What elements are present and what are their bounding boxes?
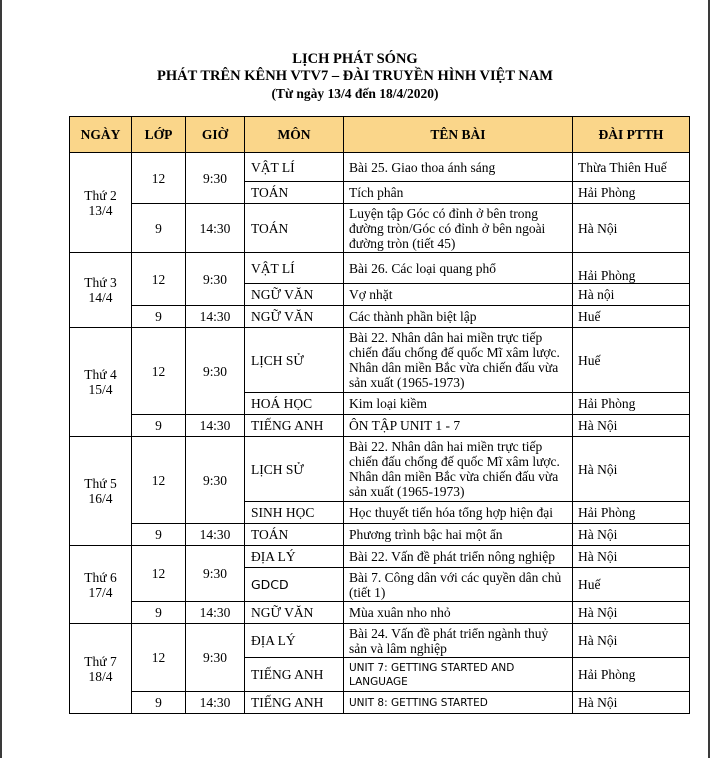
- time-cell: 9:30: [186, 546, 245, 602]
- subject-cell: LỊCH SỬ: [245, 437, 344, 502]
- lesson-cell: ÔN TẬP UNIT 1 - 7: [344, 415, 573, 437]
- subject-cell: HOÁ HỌC: [245, 393, 344, 415]
- table-row: [70, 204, 690, 253]
- day-label: Thứ 4: [84, 367, 117, 382]
- time-cell: 14:30: [186, 306, 245, 328]
- day-label: Thứ 2: [84, 187, 117, 203]
- table-row: [70, 602, 690, 624]
- lesson-cell: UNIT 7: GETTING STARTED AND LANGUAGE: [344, 658, 573, 692]
- table-row: [70, 153, 690, 182]
- station-cell: Huế: [573, 306, 690, 328]
- station-cell: Huế: [573, 568, 690, 602]
- time-cell: 9:30: [186, 328, 245, 415]
- subject-cell: TOÁN: [245, 524, 344, 546]
- col-header-time: GIỜ: [186, 117, 245, 153]
- lesson-cell: Bài 24. Vấn đề phát triển ngành thuỷ sản và lâm nghiệp: [344, 624, 573, 658]
- lesson-cell: Kim loại kiềm: [344, 393, 573, 415]
- day-date: 16/4: [88, 491, 113, 506]
- subject-cell: ĐỊA LÝ: [245, 624, 344, 658]
- col-header-subject: MÔN: [245, 117, 344, 153]
- station-cell: Hải Phòng: [573, 502, 690, 524]
- col-header-day: NGÀY: [70, 117, 132, 153]
- station-cell: Hải Phòng: [573, 182, 690, 204]
- day-label: Thứ 6: [84, 569, 117, 585]
- station-cell: Huế: [573, 328, 690, 393]
- col-header-grade: LỚP: [132, 117, 186, 153]
- col-header-lesson: TÊN BÀI: [344, 117, 573, 153]
- grade-cell: 12: [132, 253, 186, 306]
- day-label: Thứ 3: [84, 275, 117, 290]
- subject-cell: TOÁN: [245, 204, 344, 253]
- time-cell: 9:30: [186, 253, 245, 306]
- day-date: 13/4: [88, 202, 113, 218]
- day-cell: [70, 624, 132, 714]
- title-line-2: PHÁT TRÊN KÊNH VTV7 – ĐÀI TRUYỀN HÌNH VIỆT NAM: [156, 68, 553, 84]
- station-cell: Hải Phòng: [573, 393, 690, 415]
- lesson-cell: Vợ nhặt: [344, 284, 573, 306]
- time-cell: 14:30: [186, 415, 245, 437]
- table-row: [70, 437, 690, 502]
- day-label: Thứ 5: [84, 476, 117, 491]
- day-date: 15/4: [88, 382, 113, 397]
- grade-cell: 9: [132, 524, 186, 546]
- grade-cell: 9: [132, 602, 186, 624]
- lesson-cell: Bài 22. Vấn đề phát triển nông nghiệp: [344, 546, 573, 568]
- day-date: 14/4: [88, 290, 113, 305]
- station-cell: Hà Nội: [573, 524, 690, 546]
- table-row: [70, 692, 690, 714]
- table-row: [70, 524, 690, 546]
- subject-cell: ĐỊA LÝ: [245, 546, 344, 568]
- table-row: [70, 624, 690, 658]
- subject-cell: TIẾNG ANH: [245, 692, 344, 714]
- station-cell: Hà Nội: [573, 602, 690, 624]
- day-date: 18/4: [88, 668, 113, 684]
- subject-cell: NGỮ VĂN: [245, 306, 344, 328]
- day-cell: [70, 546, 132, 624]
- station-cell: Hà Nội: [573, 624, 690, 658]
- grade-cell: 12: [132, 328, 186, 415]
- lesson-cell: Các thành phần biệt lập: [344, 306, 573, 328]
- broadcast-schedule-table: [69, 116, 690, 714]
- grade-cell: 9: [132, 204, 186, 253]
- grade-cell: 9: [132, 306, 186, 328]
- subject-cell: GDCD: [245, 568, 344, 602]
- station-cell: Hà Nội: [573, 204, 690, 253]
- table-row: [70, 415, 690, 437]
- grade-cell: 9: [132, 692, 186, 714]
- time-cell: 14:30: [186, 524, 245, 546]
- station-cell: Hà nội: [573, 284, 690, 306]
- table-row: [70, 306, 690, 328]
- subject-cell: NGỮ VĂN: [245, 284, 344, 306]
- table-header-row: [70, 117, 690, 153]
- lesson-cell: Bài 22. Nhân dân hai miền trực tiếp chiến đấu chống đế quốc Mĩ xâm lược. Nhân dân miền Bắc vừa chiến đấu vừa sản xuất (1965-1973): [344, 328, 573, 393]
- col-header-station: ĐÀI PTTH: [573, 117, 690, 153]
- day-cell: [70, 328, 132, 437]
- day-label: Thứ 7: [84, 653, 117, 669]
- subject-cell: VẬT LÍ: [245, 253, 344, 284]
- lesson-cell: Bài 7. Công dân với các quyền dân chủ (tiết 1): [344, 568, 573, 602]
- subject-cell: LỊCH SỬ: [245, 328, 344, 393]
- day-cell: [70, 253, 132, 328]
- document-header: [0, 51, 710, 102]
- subject-cell: VẬT LÍ: [245, 153, 344, 182]
- time-cell: 14:30: [186, 204, 245, 253]
- station-cell: Hà Nội: [573, 437, 690, 502]
- lesson-cell: Bài 26. Các loại quang phổ: [344, 253, 573, 284]
- page-left-edge: [0, 0, 2, 758]
- table-row: [70, 253, 690, 284]
- lesson-cell: Phương trình bậc hai một ẩn: [344, 524, 573, 546]
- subject-cell: TIẾNG ANH: [245, 415, 344, 437]
- time-cell: 9:30: [186, 437, 245, 524]
- grade-cell: 12: [132, 546, 186, 602]
- day-date: 17/4: [88, 584, 113, 600]
- lesson-cell: Bài 22. Nhân dân hai miền trực tiếp chiến đấu chống đế quốc Mĩ xâm lược. Nhân dân miền Bắc vừa chiến đấu vừa sản xuất (1965-1973): [344, 437, 573, 502]
- station-cell: Hải Phòng: [573, 253, 690, 284]
- date-range: (Từ ngày 13/4 đến 18/4/2020): [271, 86, 439, 101]
- lesson-cell: Học thuyết tiến hóa tổng hợp hiện đại: [344, 502, 573, 524]
- day-cell: [70, 437, 132, 546]
- lesson-cell: Mùa xuân nho nhỏ: [344, 602, 573, 624]
- time-cell: 9:30: [186, 153, 245, 204]
- grade-cell: 12: [132, 437, 186, 524]
- grade-cell: 12: [132, 153, 186, 204]
- grade-cell: 12: [132, 624, 186, 692]
- station-cell: Thừa Thiên Huế: [573, 153, 690, 182]
- subject-cell: SINH HỌC: [245, 502, 344, 524]
- day-cell: [70, 153, 132, 253]
- lesson-cell: UNIT 8: GETTING STARTED: [344, 692, 573, 714]
- lesson-cell: Tích phân: [344, 182, 573, 204]
- subject-cell: TIẾNG ANH: [245, 658, 344, 692]
- grade-cell: 9: [132, 415, 186, 437]
- time-cell: 9:30: [186, 624, 245, 692]
- table-row: [70, 546, 690, 568]
- station-cell: Hà Nội: [573, 692, 690, 714]
- station-cell: Hà Nội: [573, 546, 690, 568]
- time-cell: 14:30: [186, 692, 245, 714]
- table-row: [70, 328, 690, 393]
- lesson-cell: Bài 25. Giao thoa ánh sáng: [344, 153, 573, 182]
- title-line-1: LỊCH PHÁT SÓNG: [292, 51, 418, 67]
- time-cell: 14:30: [186, 602, 245, 624]
- subject-cell: NGỮ VĂN: [245, 602, 344, 624]
- station-cell: Hà Nội: [573, 415, 690, 437]
- lesson-cell: Luyện tập Góc có đỉnh ở bên trong đường tròn/Góc có đỉnh ở bên ngoài đường tròn (tiết 45): [344, 204, 573, 253]
- subject-cell: TOÁN: [245, 182, 344, 204]
- station-cell: Hải Phòng: [573, 658, 690, 692]
